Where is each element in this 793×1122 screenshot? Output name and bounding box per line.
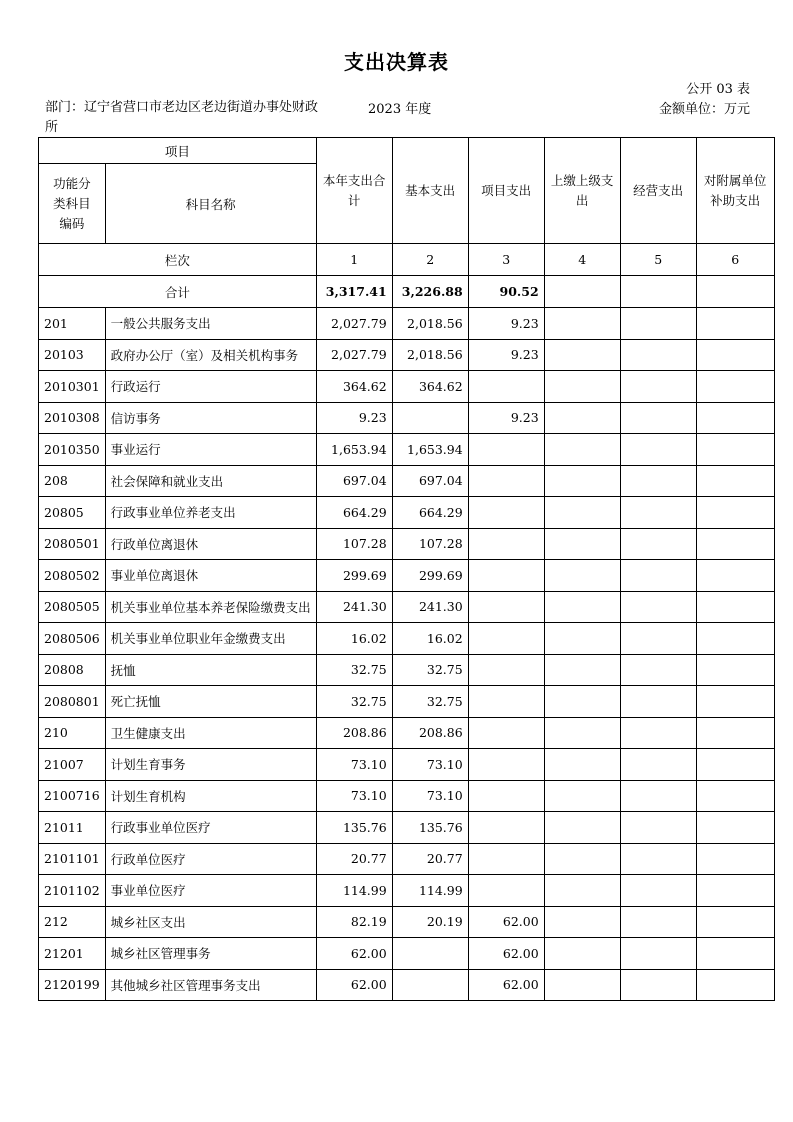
table-row (39, 749, 775, 781)
row-code: 201 (39, 308, 106, 340)
column-index-5: 5 (620, 244, 696, 276)
row-total: 2,027.79 (316, 308, 392, 340)
row-upper (544, 528, 620, 560)
row-name: 行政事业单位养老支出 (105, 497, 316, 529)
row-code: 2010350 (39, 434, 106, 466)
total-project: 90.52 (468, 276, 544, 308)
table-row (39, 875, 775, 907)
row-total: 107.28 (316, 528, 392, 560)
column-index-2: 2 (392, 244, 468, 276)
fiscal-year: 2023 年度 (368, 102, 432, 117)
row-project (468, 591, 544, 623)
row-business (620, 969, 696, 1001)
row-project: 62.00 (468, 969, 544, 1001)
row-code: 2010301 (39, 371, 106, 403)
row-name: 事业运行 (105, 434, 316, 466)
row-name: 信访事务 (105, 402, 316, 434)
row-subsidy (696, 308, 774, 340)
row-project (468, 717, 544, 749)
row-business (620, 591, 696, 623)
row-business (620, 906, 696, 938)
row-basic: 73.10 (392, 780, 468, 812)
row-subsidy (696, 875, 774, 907)
row-project: 9.23 (468, 402, 544, 434)
row-subsidy (696, 938, 774, 970)
row-total: 82.19 (316, 906, 392, 938)
table-row (39, 623, 775, 655)
row-project (468, 686, 544, 718)
row-code: 212 (39, 906, 106, 938)
row-business (620, 717, 696, 749)
row-total: 135.76 (316, 812, 392, 844)
row-total: 1,653.94 (316, 434, 392, 466)
row-upper (544, 906, 620, 938)
row-basic: 364.62 (392, 371, 468, 403)
row-name: 事业单位医疗 (105, 875, 316, 907)
row-total: 664.29 (316, 497, 392, 529)
row-upper (544, 717, 620, 749)
row-upper (544, 938, 620, 970)
header-basic: 基本支出 (392, 138, 468, 244)
total-value: 3,317.41 (316, 276, 392, 308)
row-code: 2080506 (39, 623, 106, 655)
amount-unit: 金额单位：万元 (658, 102, 750, 117)
row-subsidy (696, 906, 774, 938)
column-index-4: 4 (544, 244, 620, 276)
table-row (39, 969, 775, 1001)
row-code: 2101102 (39, 875, 106, 907)
row-total: 20.77 (316, 843, 392, 875)
table-row (39, 717, 775, 749)
table-row (39, 654, 775, 686)
header-total: 本年支出合计 (316, 138, 392, 244)
row-basic (392, 938, 468, 970)
header-name: 科目名称 (105, 164, 316, 244)
row-business (620, 749, 696, 781)
row-subsidy (696, 969, 774, 1001)
table-row (39, 402, 775, 434)
row-subsidy (696, 749, 774, 781)
row-business (620, 654, 696, 686)
row-name: 机关事业单位职业年金缴费支出 (105, 623, 316, 655)
total-subsidy (696, 276, 774, 308)
row-basic: 20.19 (392, 906, 468, 938)
row-total: 9.23 (316, 402, 392, 434)
row-project (468, 497, 544, 529)
expenditure-table (38, 137, 775, 1001)
row-total: 364.62 (316, 371, 392, 403)
table-row (39, 371, 775, 403)
row-basic: 299.69 (392, 560, 468, 592)
total-business (620, 276, 696, 308)
row-upper (544, 843, 620, 875)
row-code: 210 (39, 717, 106, 749)
header-item: 项目 (39, 138, 317, 164)
row-business (620, 875, 696, 907)
table-row (39, 938, 775, 970)
row-upper (544, 969, 620, 1001)
row-basic: 20.77 (392, 843, 468, 875)
row-name: 机关事业单位基本养老保险缴费支出 (105, 591, 316, 623)
row-subsidy (696, 623, 774, 655)
row-code: 2100716 (39, 780, 106, 812)
row-total: 62.00 (316, 938, 392, 970)
row-upper (544, 402, 620, 434)
row-business (620, 812, 696, 844)
row-code: 208 (39, 465, 106, 497)
row-total: 208.86 (316, 717, 392, 749)
row-name: 其他城乡社区管理事务支出 (105, 969, 316, 1001)
row-business (620, 402, 696, 434)
row-upper (544, 308, 620, 340)
total-upper (544, 276, 620, 308)
row-business (620, 938, 696, 970)
row-business (620, 371, 696, 403)
row-name: 城乡社区管理事务 (105, 938, 316, 970)
row-code: 21011 (39, 812, 106, 844)
row-code: 2010308 (39, 402, 106, 434)
row-name: 行政单位医疗 (105, 843, 316, 875)
row-total: 299.69 (316, 560, 392, 592)
row-name: 城乡社区支出 (105, 906, 316, 938)
table-row (39, 843, 775, 875)
row-code: 20808 (39, 654, 106, 686)
header-business: 经营支出 (620, 138, 696, 244)
row-project (468, 465, 544, 497)
row-project: 9.23 (468, 308, 544, 340)
row-code: 2080505 (39, 591, 106, 623)
page-title: 支出决算表 (344, 50, 449, 74)
row-name: 行政运行 (105, 371, 316, 403)
row-code: 21007 (39, 749, 106, 781)
table-row (39, 686, 775, 718)
row-basic: 208.86 (392, 717, 468, 749)
row-business (620, 465, 696, 497)
table-row (39, 812, 775, 844)
row-subsidy (696, 528, 774, 560)
row-total: 32.75 (316, 686, 392, 718)
row-subsidy (696, 717, 774, 749)
row-subsidy (696, 812, 774, 844)
row-total: 697.04 (316, 465, 392, 497)
row-business (620, 339, 696, 371)
row-upper (544, 434, 620, 466)
row-total: 62.00 (316, 969, 392, 1001)
row-total: 73.10 (316, 749, 392, 781)
row-project (468, 875, 544, 907)
row-name: 抚恤 (105, 654, 316, 686)
row-upper (544, 686, 620, 718)
table-row (39, 339, 775, 371)
row-project (468, 528, 544, 560)
row-project (468, 780, 544, 812)
row-subsidy (696, 402, 774, 434)
row-code: 2080801 (39, 686, 106, 718)
row-name: 行政单位离退休 (105, 528, 316, 560)
row-basic: 135.76 (392, 812, 468, 844)
row-upper (544, 591, 620, 623)
row-code: 2080501 (39, 528, 106, 560)
row-basic: 73.10 (392, 749, 468, 781)
row-subsidy (696, 843, 774, 875)
form-code: 公开 03 表 (686, 82, 750, 97)
row-basic: 697.04 (392, 465, 468, 497)
row-basic: 2,018.56 (392, 339, 468, 371)
row-business (620, 308, 696, 340)
row-upper (544, 812, 620, 844)
row-basic: 16.02 (392, 623, 468, 655)
row-name: 计划生育机构 (105, 780, 316, 812)
row-total: 16.02 (316, 623, 392, 655)
table-row (39, 560, 775, 592)
row-project (468, 749, 544, 781)
row-upper (544, 339, 620, 371)
row-business (620, 528, 696, 560)
header-subsidy: 对附属单位补助支出 (696, 138, 774, 244)
row-upper (544, 465, 620, 497)
row-project (468, 654, 544, 686)
row-business (620, 434, 696, 466)
row-project: 62.00 (468, 938, 544, 970)
row-subsidy (696, 560, 774, 592)
row-name: 行政事业单位医疗 (105, 812, 316, 844)
row-upper (544, 654, 620, 686)
row-upper (544, 623, 620, 655)
row-business (620, 843, 696, 875)
row-upper (544, 497, 620, 529)
table-row (39, 528, 775, 560)
table-row (39, 906, 775, 938)
table-row (39, 465, 775, 497)
row-upper (544, 560, 620, 592)
row-basic: 32.75 (392, 686, 468, 718)
column-index-1: 1 (316, 244, 392, 276)
row-business (620, 686, 696, 718)
row-project (468, 623, 544, 655)
row-basic: 2,018.56 (392, 308, 468, 340)
row-project: 62.00 (468, 906, 544, 938)
row-business (620, 560, 696, 592)
column-index-6: 6 (696, 244, 774, 276)
row-business (620, 780, 696, 812)
row-subsidy (696, 497, 774, 529)
table-row (39, 434, 775, 466)
row-code: 2101101 (39, 843, 106, 875)
row-upper (544, 875, 620, 907)
row-code: 20103 (39, 339, 106, 371)
row-project: 9.23 (468, 339, 544, 371)
row-upper (544, 371, 620, 403)
row-total: 114.99 (316, 875, 392, 907)
row-project (468, 560, 544, 592)
row-subsidy (696, 371, 774, 403)
table-row (39, 308, 775, 340)
row-basic: 664.29 (392, 497, 468, 529)
total-label: 合计 (39, 276, 317, 308)
row-name: 一般公共服务支出 (105, 308, 316, 340)
row-name: 政府办公厅（室）及相关机构事务 (105, 339, 316, 371)
row-subsidy (696, 591, 774, 623)
row-basic: 32.75 (392, 654, 468, 686)
row-subsidy (696, 339, 774, 371)
department-label: 部门：辽宁省营口市老边区老边街道办事处财政所 (45, 100, 319, 135)
row-project (468, 812, 544, 844)
row-subsidy (696, 434, 774, 466)
table-row (39, 591, 775, 623)
row-name: 计划生育事务 (105, 749, 316, 781)
header-code: 功能分类科目编码 (39, 164, 106, 244)
row-code: 2080502 (39, 560, 106, 592)
row-total: 2,027.79 (316, 339, 392, 371)
row-code: 21201 (39, 938, 106, 970)
row-project (468, 371, 544, 403)
row-project (468, 434, 544, 466)
column-index-3: 3 (468, 244, 544, 276)
row-basic (392, 402, 468, 434)
row-total: 73.10 (316, 780, 392, 812)
row-subsidy (696, 686, 774, 718)
row-basic: 241.30 (392, 591, 468, 623)
row-basic: 1,653.94 (392, 434, 468, 466)
row-basic (392, 969, 468, 1001)
row-basic: 114.99 (392, 875, 468, 907)
table-row (39, 780, 775, 812)
row-name: 死亡抚恤 (105, 686, 316, 718)
row-business (620, 497, 696, 529)
header-project: 项目支出 (468, 138, 544, 244)
column-index-label: 栏次 (39, 244, 317, 276)
row-code: 20805 (39, 497, 106, 529)
row-name: 社会保障和就业支出 (105, 465, 316, 497)
row-subsidy (696, 780, 774, 812)
row-name: 事业单位离退休 (105, 560, 316, 592)
row-name: 卫生健康支出 (105, 717, 316, 749)
row-project (468, 843, 544, 875)
row-total: 241.30 (316, 591, 392, 623)
header-upper: 上缴上级支出 (544, 138, 620, 244)
row-business (620, 623, 696, 655)
row-total: 32.75 (316, 654, 392, 686)
total-basic: 3,226.88 (392, 276, 468, 308)
table-row (39, 497, 775, 529)
row-upper (544, 749, 620, 781)
row-subsidy (696, 465, 774, 497)
row-upper (544, 780, 620, 812)
row-subsidy (696, 654, 774, 686)
row-basic: 107.28 (392, 528, 468, 560)
row-code: 2120199 (39, 969, 106, 1001)
